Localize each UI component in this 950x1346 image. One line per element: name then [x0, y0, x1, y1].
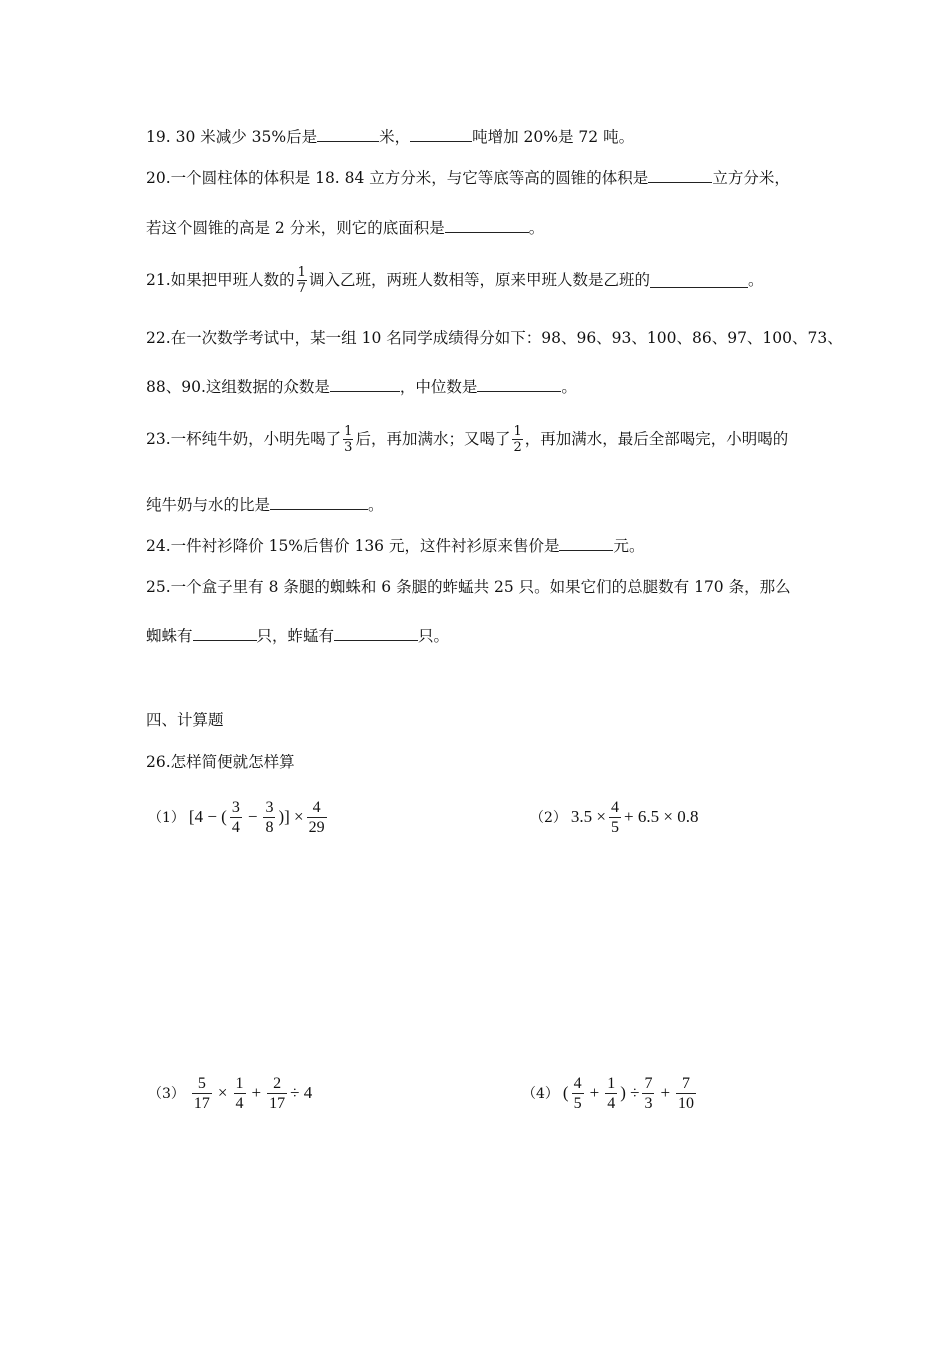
q22-text-b: 88、90.这组数据的众数是	[146, 378, 330, 396]
problem-3	[148, 1070, 312, 1116]
p4-f3-denominator: 3	[644, 1094, 653, 1112]
p3-f2-denominator: 4	[235, 1094, 244, 1112]
problem-1-minus: −	[247, 807, 258, 826]
problem-2-a: 3.5 ×	[570, 807, 607, 826]
q20-text-a: 20.一个圆柱体的体积是 18. 84 立方分米，与它等底等高的圆锥的体积是	[146, 169, 649, 187]
q23-text-c: ，再加满水，最后全部喝完，小明喝的	[524, 430, 789, 448]
p1-f3-denominator: 29	[308, 818, 325, 836]
q20-blank-1[interactable]	[648, 168, 712, 183]
problem-3-label: （3）	[148, 1086, 185, 1102]
question-20	[146, 168, 790, 188]
p1-f2-denominator: 8	[265, 818, 274, 836]
q23-text-d: 纯牛奶与水的比是	[146, 496, 271, 514]
q24-text-a: 24.一件衬衫降价 15%后售价 136 元，这件衬衫原来售价是	[146, 537, 560, 555]
q20-text-d: 。	[528, 219, 545, 237]
question-22-line-2	[146, 377, 577, 397]
q23-fraction-1-denominator: 3	[344, 439, 353, 455]
problem-4-fraction-2	[605, 1074, 617, 1113]
p2-f-denominator: 5	[611, 818, 620, 836]
p4-f1-denominator: 5	[573, 1094, 582, 1112]
q25-text-a: 25.一个盒子里有 8 条腿的蜘蛛和 6 条腿的蚱蜢共 25 只。如果它们的总腿数有 170 条，那么	[146, 578, 791, 596]
p3-f3-denominator: 17	[269, 1094, 286, 1112]
problem-4-open: (	[562, 1083, 569, 1102]
q19-blank-2[interactable]	[410, 127, 472, 142]
q21-fraction-denominator: 7	[297, 280, 306, 296]
problem-3-fraction-3	[267, 1074, 287, 1113]
p3-f3-numerator: 2	[273, 1074, 282, 1092]
q19-blank-1[interactable]	[317, 127, 379, 142]
q23-fraction-2-numerator: 1	[513, 423, 522, 439]
problem-2	[530, 794, 698, 840]
q20-text-b: 立方分米，	[712, 169, 790, 187]
p4-f1-numerator: 4	[573, 1074, 582, 1092]
problem-1	[148, 794, 330, 840]
problem-1-label: （1）	[148, 810, 185, 826]
p1-f3-numerator: 4	[312, 798, 321, 816]
q25-blank-1[interactable]	[193, 626, 257, 641]
problem-4	[522, 1070, 699, 1116]
p2-f-numerator: 4	[611, 798, 620, 816]
problem-3-tail: ÷ 4	[290, 1083, 313, 1102]
question-23-line-2	[146, 495, 384, 515]
q23-fraction-1	[343, 424, 353, 455]
q22-blank-1[interactable]	[330, 377, 400, 392]
question-19	[146, 127, 634, 147]
problem-3-times: ×	[217, 1083, 228, 1102]
q22-blank-2[interactable]	[477, 377, 561, 392]
problem-1-close: )] ×	[278, 807, 304, 826]
q24-blank[interactable]	[559, 536, 613, 551]
q22-text-c: ，中位数是	[399, 378, 478, 396]
q25-blank-2[interactable]	[334, 626, 418, 641]
p1-f1-numerator: 3	[231, 798, 240, 816]
q21-fraction	[297, 265, 307, 296]
q21-text-b: 调入乙班，两班人数相等，原来甲班人数是乙班的	[308, 271, 650, 289]
problem-2-fraction	[609, 798, 621, 837]
p3-f1-denominator: 17	[193, 1094, 210, 1112]
problem-2-b: + 6.5 × 0.8	[624, 807, 699, 826]
problem-3-fraction-2	[234, 1074, 246, 1113]
problem-4-fraction-3	[642, 1074, 654, 1113]
p4-f3-numerator: 7	[644, 1074, 653, 1092]
q22-text-d: 。	[561, 378, 577, 396]
problem-1-open: [4 − (	[188, 807, 227, 826]
q23-fraction-2-denominator: 2	[513, 439, 522, 455]
q19-text-a: 19. 30 米减少 35%后是	[146, 128, 318, 146]
question-22	[146, 328, 843, 348]
question-25-line-2	[146, 626, 449, 646]
q25-text-c: 只，蚱蜢有	[256, 627, 335, 645]
question-21	[146, 262, 763, 298]
q21-text-c: 。	[747, 271, 764, 289]
q19-text-c: 吨增加 20%是 72 吨。	[472, 128, 635, 146]
p3-f1-numerator: 5	[197, 1074, 206, 1092]
problem-4-fraction-4	[676, 1074, 696, 1113]
p4-f4-denominator: 10	[678, 1094, 695, 1112]
q20-blank-2[interactable]	[445, 218, 529, 233]
question-25	[146, 577, 791, 597]
section-4-title: 四、计算题	[146, 711, 224, 729]
question-24	[146, 536, 644, 556]
p1-f2-numerator: 3	[265, 798, 274, 816]
q20-text-c: 若这个圆锥的高是 2 分米，则它的底面积是	[146, 219, 445, 237]
q23-text-b: 后，再加满水；又喝了	[355, 430, 511, 448]
q23-blank[interactable]	[270, 495, 368, 510]
p4-f4-numerator: 7	[682, 1074, 691, 1092]
question-20-line-2	[146, 218, 544, 238]
q23-text-e: 。	[368, 496, 384, 514]
q21-text-a: 21.如果把甲班人数的	[146, 271, 295, 289]
problem-1-fraction-3	[307, 798, 327, 837]
q24-text-b: 元。	[613, 537, 645, 555]
p1-f1-denominator: 4	[231, 818, 240, 836]
problem-4-plus: +	[589, 1083, 600, 1102]
p4-f2-denominator: 4	[607, 1094, 616, 1112]
problem-4-close: ) ÷	[620, 1083, 640, 1102]
p3-f2-numerator: 1	[235, 1074, 244, 1092]
q23-text-a: 23.一杯纯牛奶，小明先喝了	[146, 430, 342, 448]
problem-1-fraction-2	[263, 798, 275, 837]
problem-4-plus-2: +	[660, 1083, 671, 1102]
q25-text-b: 蜘蛛有	[146, 627, 193, 645]
q22-text-a: 22.在一次数学考试中，某一组 10 名同学成绩得分如下：98、96、93、100、86、97、100、73、	[146, 329, 843, 347]
q23-fraction-1-numerator: 1	[344, 423, 353, 439]
question-26-title: 26.怎样简便就怎样算	[146, 753, 295, 771]
problem-2-label: （2）	[530, 810, 567, 826]
problem-1-fraction-1	[230, 798, 242, 837]
q19-text-b: 米，	[379, 128, 411, 146]
q21-fraction-numerator: 1	[297, 264, 306, 280]
question-23	[146, 420, 788, 458]
q25-text-d: 只。	[418, 627, 450, 645]
q23-fraction-2	[512, 424, 522, 455]
problem-4-label: （4）	[522, 1086, 559, 1102]
problem-4-fraction-1	[572, 1074, 584, 1113]
problem-3-fraction-1	[192, 1074, 212, 1113]
q21-blank[interactable]	[650, 273, 748, 288]
p4-f2-numerator: 1	[607, 1074, 616, 1092]
problem-3-plus: +	[251, 1083, 262, 1102]
